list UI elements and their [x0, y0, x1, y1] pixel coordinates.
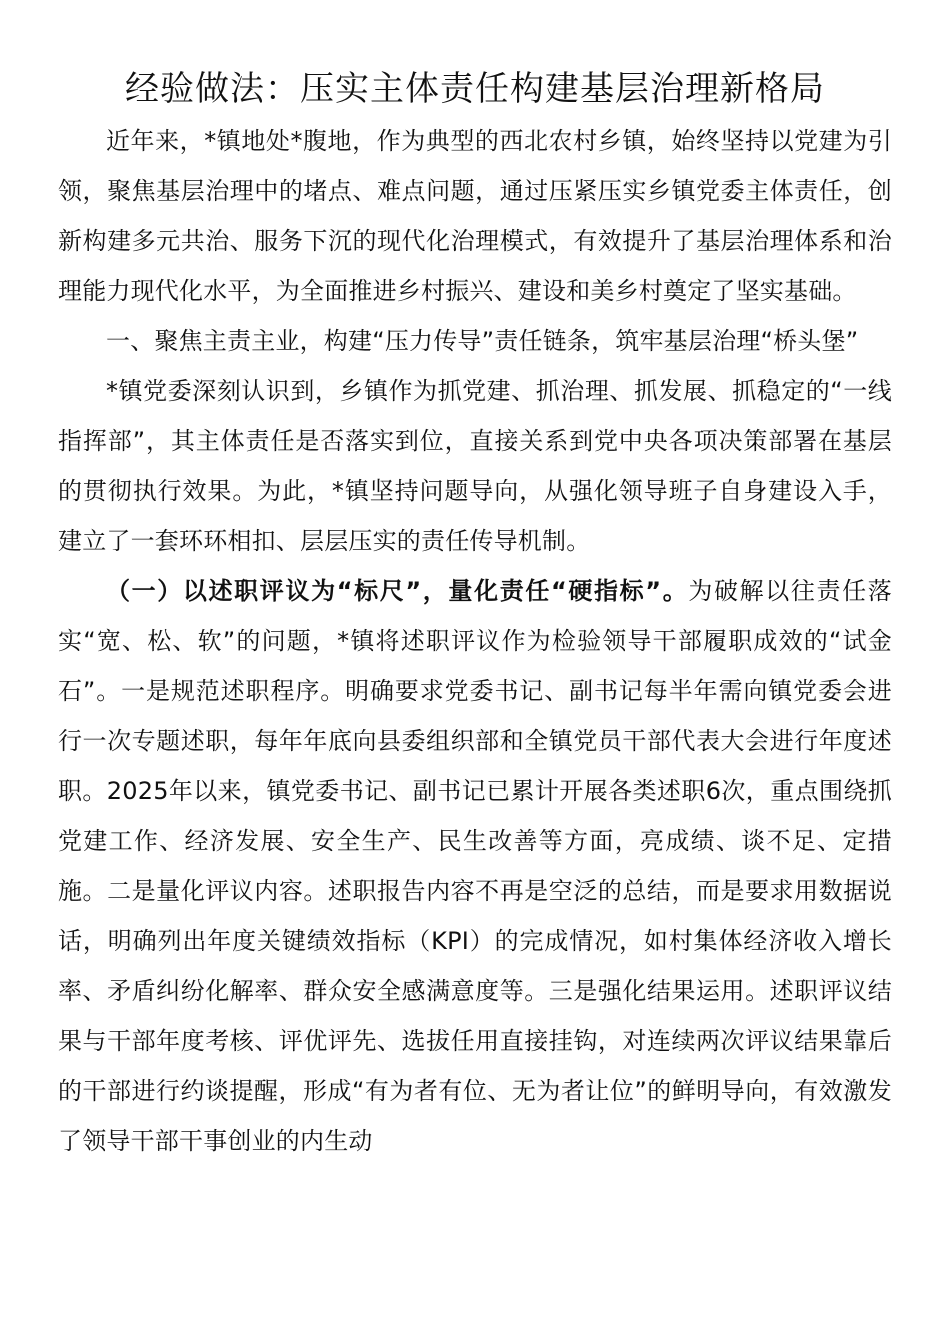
paragraph-intro [58, 116, 892, 316]
subsection-1-body: 为破解以往责任落实“宽、松、软”的问题，*镇将述职评议作为检验领导干部履职成效的“试金石”。一是规范述职程序。明确要求党委书记、副书记每半年需向镇党委会进行一次专题述职，每年年底向县委组织部和全镇党员干部代表大会进行年度述职。2025年以来，镇党委书记、副书记已累计开展各类述职6次，重点围绕抓党建工作、经济发展、安全生产、民生改善等方面，亮成绩、谈不足、定措施。二是量化评议内容。述职报告内容不再是空泛的总结，而是要求用数据说话，明确列出年度关键绩效指标（KPI）的完成情况，如村集体经济收入增长率、矛盾纠纷化解率、群众安全感满意度等。三是强化结果运用。述职评议结果与干部年度考核、评优评先、选拔任用直接挂钩，对连续两次评议结果靠后的干部进行约谈提醒，形成“有为者有位、无为者让位”的鲜明导向，有效激发了领导干部干事创业的内生动 [58, 577, 892, 1155]
section-heading-1-text: 一、聚焦主责主业，构建“压力传导”责任链条，筑牢基层治理“桥头堡” [106, 327, 859, 355]
paragraph-intro-text: 近年来，*镇地处*腹地，作为典型的西北农村乡镇，始终坚持以党建为引领，聚焦基层治理中的堵点、难点问题，通过压紧压实乡镇党委主体责任，创新构建多元共治、服务下沉的现代化治理模式，有效提升了基层治理体系和治理能力现代化水平，为全面推进乡村振兴、建设和美乡村奠定了坚实基础。 [58, 127, 892, 305]
document-title: 经验做法：压实主体责任构建基层治理新格局 [125, 69, 825, 109]
paragraph-party-committee [58, 366, 892, 566]
section-heading-1 [58, 316, 892, 366]
subsection-1-heading: （一）以述职评议为“标尺”，量化责任“硬指标”。 [106, 577, 689, 605]
paragraph-subsection-1 [58, 566, 892, 1166]
paragraph-party-committee-text: *镇党委深刻认识到，乡镇作为抓党建、抓治理、抓发展、抓稳定的“一线指挥部”，其主体责任是否落实到位，直接关系到党中央各项决策部署在基层的贯彻执行效果。为此，*镇坚持问题导向，从强化领导班子自身建设入手，建立了一套环环相扣、层层压实的责任传导机制。 [58, 377, 892, 555]
document-page [58, 62, 892, 1166]
